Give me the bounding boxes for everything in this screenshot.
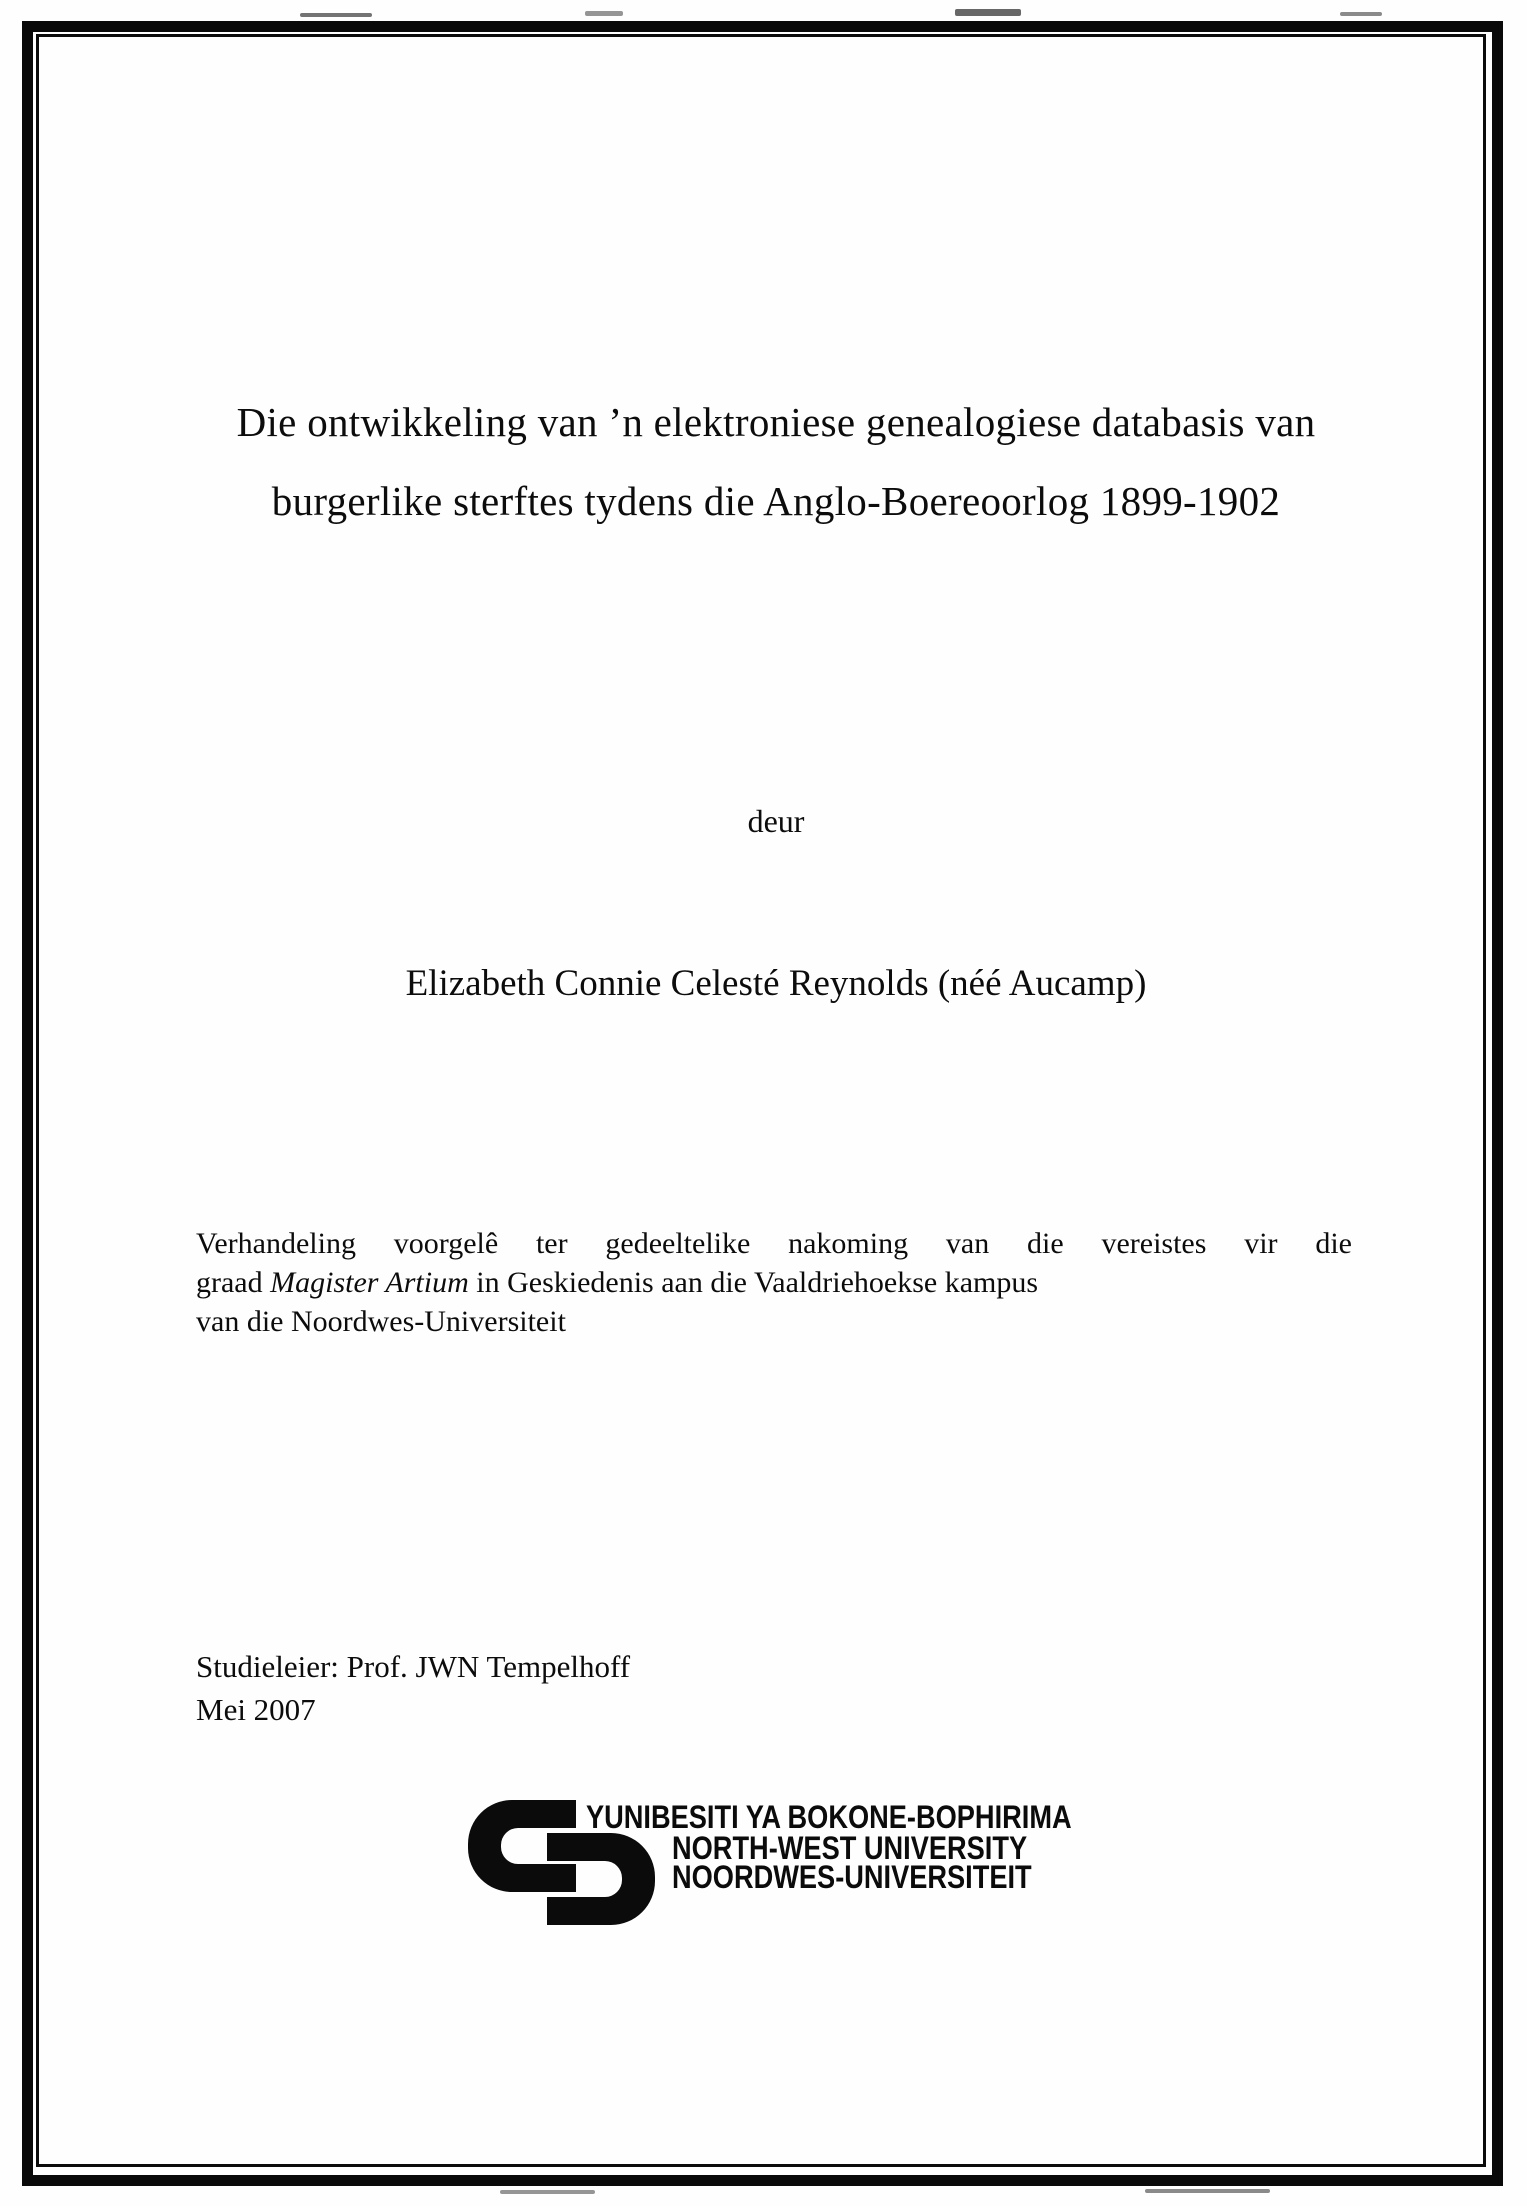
thesis-title-line-2: burgerlike sterftes tydens die Anglo-Boereoorlog 1899-1902	[271, 478, 1281, 524]
submission-statement-line-2	[196, 1263, 1352, 1302]
scan-artifact	[1145, 2189, 1270, 2193]
supervisor-line: Studieleier: Prof. JWN Tempelhoff	[196, 1649, 631, 1684]
degree-text-pre: graad	[196, 1266, 271, 1299]
submission-statement-line-3: van die Noordwes-Universiteit	[196, 1305, 566, 1338]
thesis-title-line-1: Die ontwikkeling van ’n elektroniese genealogiese databasis van	[236, 399, 1316, 445]
thesis-title	[196, 383, 1356, 541]
scan-artifact	[1340, 12, 1382, 16]
degree-name: Magister Artium	[270, 1266, 469, 1299]
submission-statement-line-1: Verhandeling voorgelê ter gedeeltelike nakoming van die vereistes vir die	[196, 1227, 1352, 1260]
logo-text-setswana: YUNIBESITI YA BOKONE-BOPHIRIMA	[586, 1799, 1072, 1835]
logo-text-afrikaans: NOORDWES-UNIVERSITEIT	[672, 1859, 1032, 1895]
scan-artifact	[955, 9, 1021, 16]
degree-text-post: in Geskiedenis aan die Vaaldriehoekse kampus	[468, 1266, 1039, 1299]
scan-artifact	[300, 13, 372, 17]
date-line: Mei 2007	[196, 1692, 316, 1727]
supervisor-block	[196, 1645, 630, 1731]
logo-text-english: NORTH-WEST UNIVERSITY	[672, 1830, 1028, 1866]
byline-label: deur	[747, 803, 805, 839]
submission-statement	[196, 1224, 1352, 1341]
scan-artifact	[585, 11, 623, 16]
scan-artifact	[500, 2190, 595, 2194]
author-name: Elizabeth Connie Celesté Reynolds (néé Aucamp)	[405, 963, 1147, 1004]
